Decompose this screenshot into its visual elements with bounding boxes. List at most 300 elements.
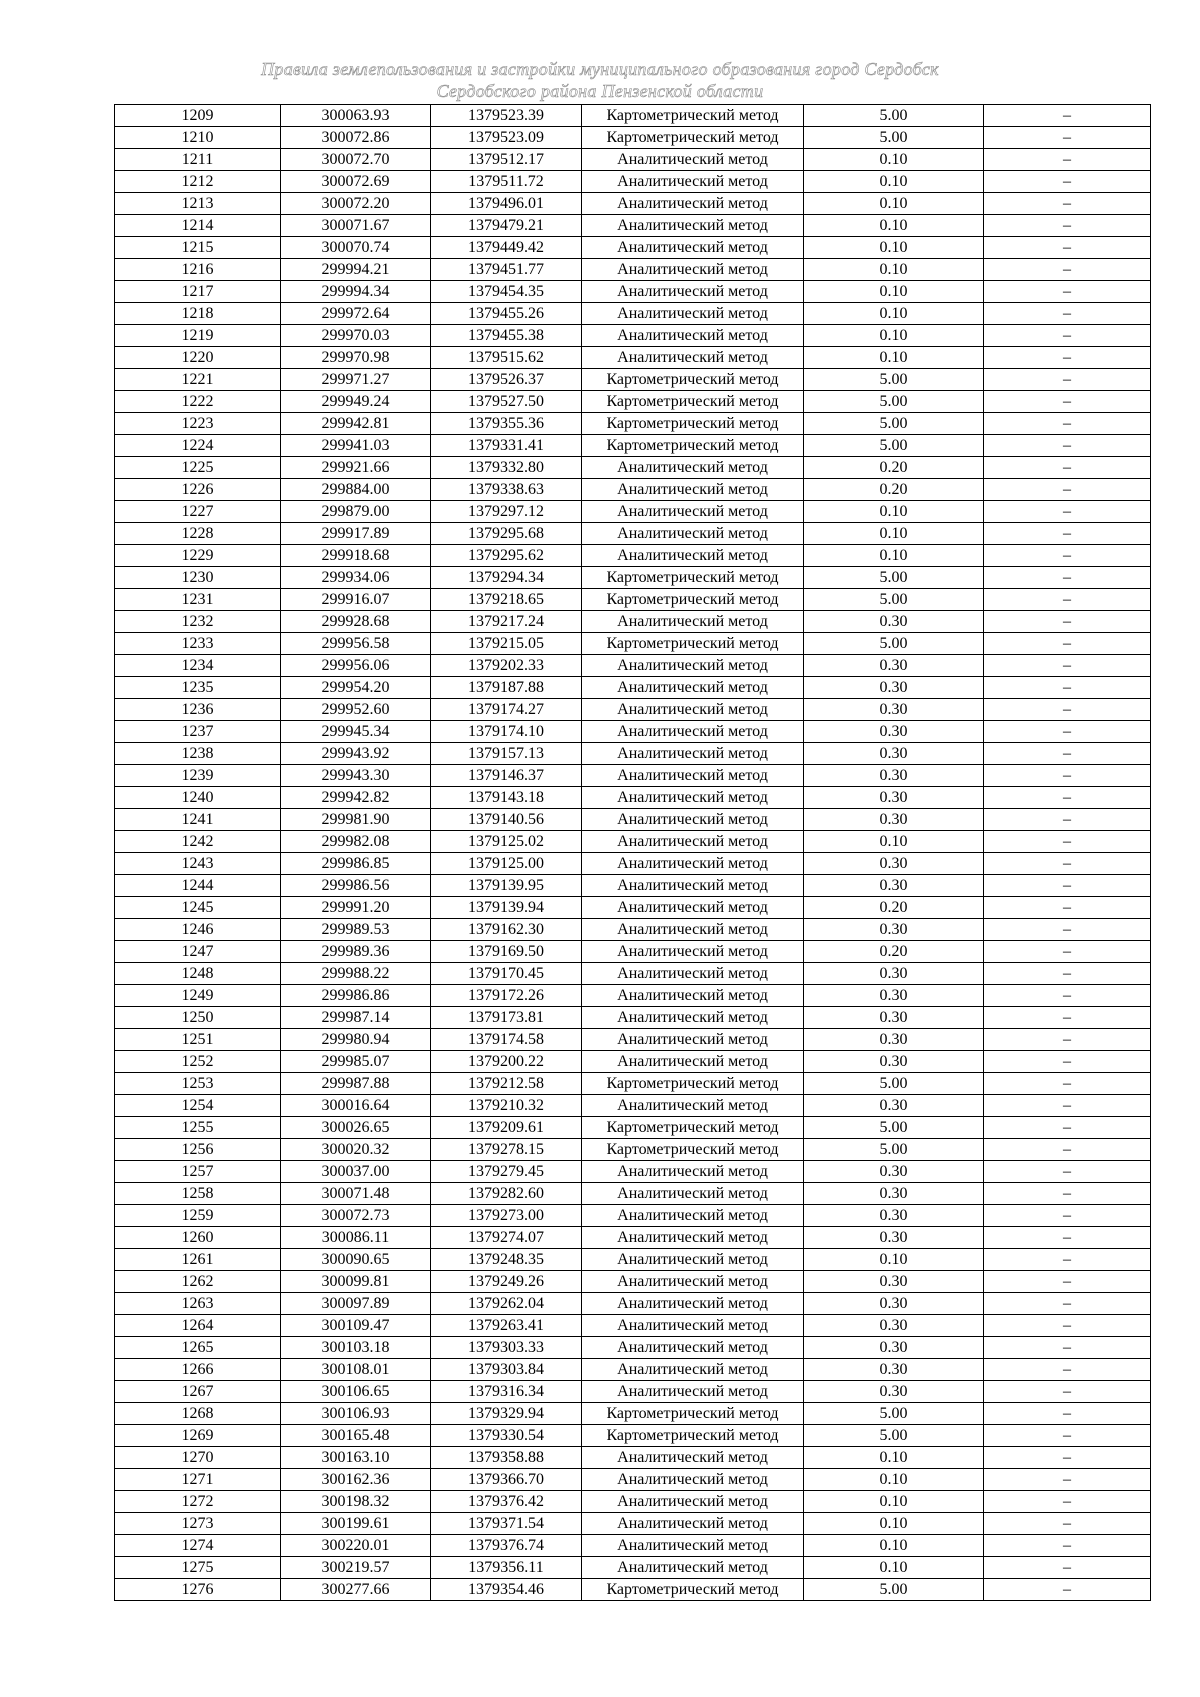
x-coordinate-cell: 300099.81: [281, 1271, 431, 1293]
description-cell: –: [984, 1029, 1151, 1051]
accuracy-cell: 0.30: [804, 1227, 984, 1249]
table-row: [115, 1205, 1151, 1227]
description-cell: –: [984, 941, 1151, 963]
description-cell: –: [984, 1249, 1151, 1271]
accuracy-cell: 0.10: [804, 303, 984, 325]
x-coordinate-cell: 300219.57: [281, 1557, 431, 1579]
x-coordinate-cell: 300199.61: [281, 1513, 431, 1535]
method-cell: Аналитический метод: [582, 677, 804, 699]
y-coordinate-cell: 1379329.94: [431, 1403, 582, 1425]
x-coordinate-cell: 300165.48: [281, 1425, 431, 1447]
accuracy-cell: 0.10: [804, 325, 984, 347]
point-number-cell: 1270: [115, 1447, 281, 1469]
description-cell: –: [984, 1161, 1151, 1183]
point-number-cell: 1276: [115, 1579, 281, 1601]
description-cell: –: [984, 501, 1151, 523]
description-cell: –: [984, 589, 1151, 611]
y-coordinate-cell: 1379295.68: [431, 523, 582, 545]
y-coordinate-cell: 1379316.34: [431, 1381, 582, 1403]
table-row: [115, 391, 1151, 413]
point-number-cell: 1232: [115, 611, 281, 633]
x-coordinate-cell: 299941.03: [281, 435, 431, 457]
accuracy-cell: 0.30: [804, 853, 984, 875]
x-coordinate-cell: 300162.36: [281, 1469, 431, 1491]
table-row: [115, 325, 1151, 347]
accuracy-cell: 0.30: [804, 611, 984, 633]
x-coordinate-cell: 299988.22: [281, 963, 431, 985]
method-cell: Аналитический метод: [582, 1227, 804, 1249]
table-row: [115, 1293, 1151, 1315]
x-coordinate-cell: 299956.06: [281, 655, 431, 677]
method-cell: Аналитический метод: [582, 501, 804, 523]
description-cell: –: [984, 1073, 1151, 1095]
x-coordinate-cell: 299982.08: [281, 831, 431, 853]
y-coordinate-cell: 1379139.95: [431, 875, 582, 897]
point-number-cell: 1248: [115, 963, 281, 985]
point-number-cell: 1238: [115, 743, 281, 765]
x-coordinate-cell: 300072.69: [281, 171, 431, 193]
description-cell: –: [984, 1117, 1151, 1139]
method-cell: Аналитический метод: [582, 743, 804, 765]
accuracy-cell: 0.30: [804, 1337, 984, 1359]
method-cell: Аналитический метод: [582, 259, 804, 281]
accuracy-cell: 0.10: [804, 831, 984, 853]
table-row: [115, 831, 1151, 853]
point-number-cell: 1227: [115, 501, 281, 523]
accuracy-cell: 5.00: [804, 127, 984, 149]
method-cell: Картометрический метод: [582, 105, 804, 127]
method-cell: Аналитический метод: [582, 149, 804, 171]
point-number-cell: 1240: [115, 787, 281, 809]
table-row: [115, 1227, 1151, 1249]
method-cell: Аналитический метод: [582, 875, 804, 897]
point-number-cell: 1265: [115, 1337, 281, 1359]
accuracy-cell: 0.30: [804, 765, 984, 787]
point-number-cell: 1272: [115, 1491, 281, 1513]
point-number-cell: 1223: [115, 413, 281, 435]
point-number-cell: 1239: [115, 765, 281, 787]
method-cell: Аналитический метод: [582, 655, 804, 677]
x-coordinate-cell: 299942.82: [281, 787, 431, 809]
accuracy-cell: 0.10: [804, 1249, 984, 1271]
point-number-cell: 1275: [115, 1557, 281, 1579]
method-cell: Картометрический метод: [582, 435, 804, 457]
table-row: [115, 1117, 1151, 1139]
accuracy-cell: 5.00: [804, 1403, 984, 1425]
y-coordinate-cell: 1379449.42: [431, 237, 582, 259]
point-number-cell: 1230: [115, 567, 281, 589]
table-row: [115, 1095, 1151, 1117]
description-cell: –: [984, 1447, 1151, 1469]
method-cell: Картометрический метод: [582, 1425, 804, 1447]
x-coordinate-cell: 299985.07: [281, 1051, 431, 1073]
accuracy-cell: 5.00: [804, 435, 984, 457]
description-cell: –: [984, 237, 1151, 259]
point-number-cell: 1263: [115, 1293, 281, 1315]
x-coordinate-cell: 299994.34: [281, 281, 431, 303]
table-row: [115, 1029, 1151, 1051]
accuracy-cell: 5.00: [804, 105, 984, 127]
y-coordinate-cell: 1379202.33: [431, 655, 582, 677]
point-number-cell: 1249: [115, 985, 281, 1007]
description-cell: –: [984, 1403, 1151, 1425]
point-number-cell: 1220: [115, 347, 281, 369]
y-coordinate-cell: 1379125.00: [431, 853, 582, 875]
description-cell: –: [984, 919, 1151, 941]
x-coordinate-cell: 299884.00: [281, 479, 431, 501]
description-cell: –: [984, 1359, 1151, 1381]
x-coordinate-cell: 299934.06: [281, 567, 431, 589]
table-row: [115, 149, 1151, 171]
accuracy-cell: 0.10: [804, 281, 984, 303]
x-coordinate-cell: 300108.01: [281, 1359, 431, 1381]
y-coordinate-cell: 1379330.54: [431, 1425, 582, 1447]
point-number-cell: 1254: [115, 1095, 281, 1117]
description-cell: –: [984, 149, 1151, 171]
description-cell: –: [984, 545, 1151, 567]
accuracy-cell: 0.30: [804, 985, 984, 1007]
y-coordinate-cell: 1379218.65: [431, 589, 582, 611]
x-coordinate-cell: 299949.24: [281, 391, 431, 413]
method-cell: Аналитический метод: [582, 215, 804, 237]
description-cell: –: [984, 1469, 1151, 1491]
description-cell: –: [984, 1337, 1151, 1359]
x-coordinate-cell: 300220.01: [281, 1535, 431, 1557]
x-coordinate-cell: 299986.56: [281, 875, 431, 897]
description-cell: –: [984, 699, 1151, 721]
method-cell: Аналитический метод: [582, 831, 804, 853]
table-row: [115, 655, 1151, 677]
point-number-cell: 1256: [115, 1139, 281, 1161]
y-coordinate-cell: 1379262.04: [431, 1293, 582, 1315]
y-coordinate-cell: 1379279.45: [431, 1161, 582, 1183]
table-row: [115, 1337, 1151, 1359]
y-coordinate-cell: 1379174.27: [431, 699, 582, 721]
y-coordinate-cell: 1379210.32: [431, 1095, 582, 1117]
x-coordinate-cell: 299928.68: [281, 611, 431, 633]
method-cell: Аналитический метод: [582, 721, 804, 743]
description-cell: –: [984, 897, 1151, 919]
description-cell: –: [984, 1183, 1151, 1205]
accuracy-cell: 0.10: [804, 1491, 984, 1513]
x-coordinate-cell: 300037.00: [281, 1161, 431, 1183]
y-coordinate-cell: 1379157.13: [431, 743, 582, 765]
description-cell: –: [984, 1557, 1151, 1579]
accuracy-cell: 0.10: [804, 1447, 984, 1469]
table-row: [115, 281, 1151, 303]
table-row: [115, 1579, 1151, 1601]
x-coordinate-cell: 299972.64: [281, 303, 431, 325]
table-row: [115, 479, 1151, 501]
table-row: [115, 413, 1151, 435]
table-row: [115, 237, 1151, 259]
header-line-1: Правила землепользования и застройки муниципального образования город Сердобск: [261, 59, 939, 79]
method-cell: Картометрический метод: [582, 633, 804, 655]
accuracy-cell: 5.00: [804, 589, 984, 611]
table-row: [115, 1557, 1151, 1579]
description-cell: –: [984, 193, 1151, 215]
accuracy-cell: 5.00: [804, 1579, 984, 1601]
accuracy-cell: 0.30: [804, 1161, 984, 1183]
x-coordinate-cell: 299945.34: [281, 721, 431, 743]
y-coordinate-cell: 1379140.56: [431, 809, 582, 831]
y-coordinate-cell: 1379496.01: [431, 193, 582, 215]
accuracy-cell: 5.00: [804, 1073, 984, 1095]
method-cell: Аналитический метод: [582, 479, 804, 501]
y-coordinate-cell: 1379172.26: [431, 985, 582, 1007]
y-coordinate-cell: 1379170.45: [431, 963, 582, 985]
accuracy-cell: 5.00: [804, 633, 984, 655]
point-number-cell: 1250: [115, 1007, 281, 1029]
y-coordinate-cell: 1379278.15: [431, 1139, 582, 1161]
x-coordinate-cell: 300072.20: [281, 193, 431, 215]
table-row: [115, 1183, 1151, 1205]
method-cell: Аналитический метод: [582, 325, 804, 347]
point-number-cell: 1210: [115, 127, 281, 149]
accuracy-cell: 0.30: [804, 1293, 984, 1315]
y-coordinate-cell: 1379479.21: [431, 215, 582, 237]
y-coordinate-cell: 1379354.46: [431, 1579, 582, 1601]
method-cell: Аналитический метод: [582, 1315, 804, 1337]
x-coordinate-cell: 299918.68: [281, 545, 431, 567]
point-number-cell: 1274: [115, 1535, 281, 1557]
point-number-cell: 1226: [115, 479, 281, 501]
accuracy-cell: 0.20: [804, 457, 984, 479]
y-coordinate-cell: 1379356.11: [431, 1557, 582, 1579]
y-coordinate-cell: 1379338.63: [431, 479, 582, 501]
table-row: [115, 1051, 1151, 1073]
accuracy-cell: 0.10: [804, 1535, 984, 1557]
method-cell: Аналитический метод: [582, 1095, 804, 1117]
point-number-cell: 1217: [115, 281, 281, 303]
accuracy-cell: 0.30: [804, 875, 984, 897]
point-number-cell: 1266: [115, 1359, 281, 1381]
method-cell: Аналитический метод: [582, 1007, 804, 1029]
y-coordinate-cell: 1379451.77: [431, 259, 582, 281]
table-row: [115, 127, 1151, 149]
method-cell: Картометрический метод: [582, 1403, 804, 1425]
description-cell: –: [984, 765, 1151, 787]
table-row: [115, 897, 1151, 919]
x-coordinate-cell: 299986.85: [281, 853, 431, 875]
accuracy-cell: 0.30: [804, 1095, 984, 1117]
table-row: [115, 1161, 1151, 1183]
table-row: [115, 875, 1151, 897]
table-row: [115, 1403, 1151, 1425]
method-cell: Аналитический метод: [582, 171, 804, 193]
x-coordinate-cell: 299991.20: [281, 897, 431, 919]
x-coordinate-cell: 300072.86: [281, 127, 431, 149]
accuracy-cell: 0.30: [804, 655, 984, 677]
point-number-cell: 1271: [115, 1469, 281, 1491]
y-coordinate-cell: 1379297.12: [431, 501, 582, 523]
x-coordinate-cell: 300198.32: [281, 1491, 431, 1513]
x-coordinate-cell: 300109.47: [281, 1315, 431, 1337]
point-number-cell: 1269: [115, 1425, 281, 1447]
method-cell: Аналитический метод: [582, 699, 804, 721]
point-number-cell: 1221: [115, 369, 281, 391]
description-cell: –: [984, 985, 1151, 1007]
method-cell: Аналитический метод: [582, 1293, 804, 1315]
method-cell: Аналитический метод: [582, 985, 804, 1007]
accuracy-cell: 0.30: [804, 919, 984, 941]
point-number-cell: 1258: [115, 1183, 281, 1205]
accuracy-cell: 0.20: [804, 941, 984, 963]
x-coordinate-cell: 300086.11: [281, 1227, 431, 1249]
point-number-cell: 1252: [115, 1051, 281, 1073]
table-row: [115, 1359, 1151, 1381]
description-cell: –: [984, 435, 1151, 457]
header-line-2: Сердобского района Пензенской области: [436, 81, 764, 101]
method-cell: Аналитический метод: [582, 1535, 804, 1557]
description-cell: –: [984, 1491, 1151, 1513]
point-number-cell: 1257: [115, 1161, 281, 1183]
description-cell: –: [984, 1271, 1151, 1293]
y-coordinate-cell: 1379215.05: [431, 633, 582, 655]
accuracy-cell: 0.10: [804, 193, 984, 215]
description-cell: –: [984, 809, 1151, 831]
table-row: [115, 611, 1151, 633]
method-cell: Картометрический метод: [582, 1579, 804, 1601]
method-cell: Картометрический метод: [582, 413, 804, 435]
y-coordinate-cell: 1379366.70: [431, 1469, 582, 1491]
point-number-cell: 1225: [115, 457, 281, 479]
point-number-cell: 1231: [115, 589, 281, 611]
table-row: [115, 1073, 1151, 1095]
description-cell: –: [984, 1315, 1151, 1337]
point-number-cell: 1219: [115, 325, 281, 347]
accuracy-cell: 0.20: [804, 479, 984, 501]
description-cell: –: [984, 325, 1151, 347]
description-cell: –: [984, 171, 1151, 193]
y-coordinate-cell: 1379523.39: [431, 105, 582, 127]
method-cell: Аналитический метод: [582, 1513, 804, 1535]
point-number-cell: 1213: [115, 193, 281, 215]
point-number-cell: 1268: [115, 1403, 281, 1425]
method-cell: Аналитический метод: [582, 1381, 804, 1403]
method-cell: Аналитический метод: [582, 1249, 804, 1271]
y-coordinate-cell: 1379173.81: [431, 1007, 582, 1029]
method-cell: Картометрический метод: [582, 1139, 804, 1161]
x-coordinate-cell: 299989.36: [281, 941, 431, 963]
table-row: [115, 523, 1151, 545]
method-cell: Аналитический метод: [582, 1557, 804, 1579]
point-number-cell: 1245: [115, 897, 281, 919]
table-row: [115, 1447, 1151, 1469]
method-cell: Аналитический метод: [582, 853, 804, 875]
x-coordinate-cell: 299879.00: [281, 501, 431, 523]
description-cell: –: [984, 281, 1151, 303]
x-coordinate-cell: 300020.32: [281, 1139, 431, 1161]
accuracy-cell: 0.30: [804, 787, 984, 809]
accuracy-cell: 0.10: [804, 545, 984, 567]
method-cell: Аналитический метод: [582, 457, 804, 479]
point-number-cell: 1251: [115, 1029, 281, 1051]
point-number-cell: 1237: [115, 721, 281, 743]
table-row: [115, 677, 1151, 699]
method-cell: Аналитический метод: [582, 303, 804, 325]
y-coordinate-cell: 1379187.88: [431, 677, 582, 699]
method-cell: Аналитический метод: [582, 941, 804, 963]
accuracy-cell: 0.10: [804, 259, 984, 281]
table-row: [115, 1513, 1151, 1535]
x-coordinate-cell: 299989.53: [281, 919, 431, 941]
point-number-cell: 1214: [115, 215, 281, 237]
description-cell: –: [984, 369, 1151, 391]
table-row: [115, 809, 1151, 831]
y-coordinate-cell: 1379303.33: [431, 1337, 582, 1359]
method-cell: Аналитический метод: [582, 1337, 804, 1359]
method-cell: Аналитический метод: [582, 1447, 804, 1469]
point-number-cell: 1267: [115, 1381, 281, 1403]
method-cell: Картометрический метод: [582, 391, 804, 413]
description-cell: –: [984, 1095, 1151, 1117]
table-row: [115, 215, 1151, 237]
table-row: [115, 1535, 1151, 1557]
description-cell: –: [984, 259, 1151, 281]
accuracy-cell: 0.30: [804, 1381, 984, 1403]
y-coordinate-cell: 1379169.50: [431, 941, 582, 963]
method-cell: Картометрический метод: [582, 567, 804, 589]
method-cell: Аналитический метод: [582, 193, 804, 215]
description-cell: –: [984, 567, 1151, 589]
accuracy-cell: 0.10: [804, 501, 984, 523]
description-cell: –: [984, 479, 1151, 501]
description-cell: –: [984, 1139, 1151, 1161]
x-coordinate-cell: 299987.88: [281, 1073, 431, 1095]
coordinates-table-body: [115, 105, 1151, 1601]
point-number-cell: 1262: [115, 1271, 281, 1293]
description-cell: –: [984, 963, 1151, 985]
y-coordinate-cell: 1379174.58: [431, 1029, 582, 1051]
description-cell: –: [984, 105, 1151, 127]
x-coordinate-cell: 300163.10: [281, 1447, 431, 1469]
method-cell: Аналитический метод: [582, 1359, 804, 1381]
y-coordinate-cell: 1379526.37: [431, 369, 582, 391]
point-number-cell: 1264: [115, 1315, 281, 1337]
table-row: [115, 633, 1151, 655]
description-cell: –: [984, 391, 1151, 413]
point-number-cell: 1218: [115, 303, 281, 325]
method-cell: Аналитический метод: [582, 1161, 804, 1183]
description-cell: –: [984, 1051, 1151, 1073]
table-row: [115, 545, 1151, 567]
table-row: [115, 567, 1151, 589]
method-cell: Аналитический метод: [582, 611, 804, 633]
table-row: [115, 347, 1151, 369]
accuracy-cell: 0.30: [804, 1315, 984, 1337]
x-coordinate-cell: 300097.89: [281, 1293, 431, 1315]
point-number-cell: 1229: [115, 545, 281, 567]
x-coordinate-cell: 300016.64: [281, 1095, 431, 1117]
y-coordinate-cell: 1379125.02: [431, 831, 582, 853]
point-number-cell: 1234: [115, 655, 281, 677]
x-coordinate-cell: 300072.73: [281, 1205, 431, 1227]
y-coordinate-cell: 1379358.88: [431, 1447, 582, 1469]
y-coordinate-cell: 1379376.42: [431, 1491, 582, 1513]
accuracy-cell: 0.30: [804, 1051, 984, 1073]
accuracy-cell: 0.30: [804, 1007, 984, 1029]
accuracy-cell: 0.30: [804, 1271, 984, 1293]
x-coordinate-cell: 300090.65: [281, 1249, 431, 1271]
x-coordinate-cell: 300277.66: [281, 1579, 431, 1601]
x-coordinate-cell: 300072.70: [281, 149, 431, 171]
y-coordinate-cell: 1379209.61: [431, 1117, 582, 1139]
accuracy-cell: 5.00: [804, 567, 984, 589]
description-cell: –: [984, 853, 1151, 875]
method-cell: Аналитический метод: [582, 809, 804, 831]
description-cell: –: [984, 1579, 1151, 1601]
